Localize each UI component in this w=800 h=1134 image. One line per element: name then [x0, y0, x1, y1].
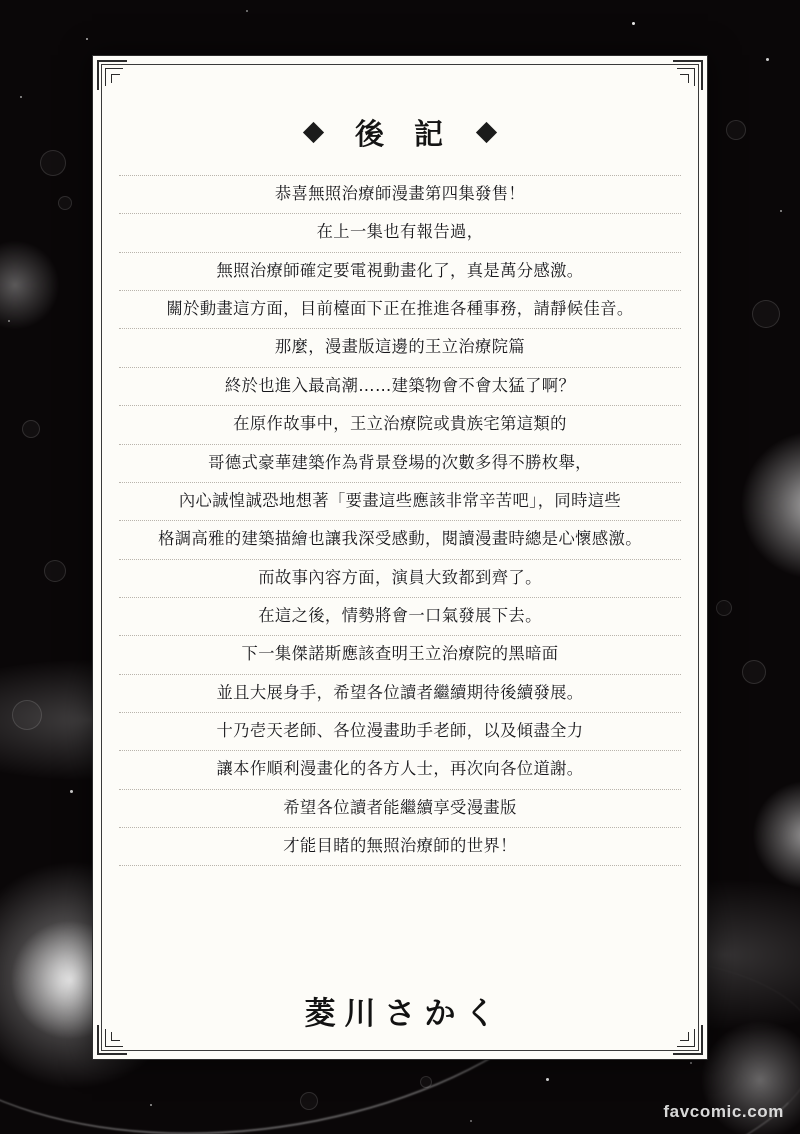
text-line: 希望各位讀者能繼續享受漫畫版: [119, 789, 681, 827]
text-line: 在這之後，情勢將會一口氣發展下去。: [119, 597, 681, 635]
text-line: 在原作故事中，王立治療院或貴族宅第這類的: [119, 405, 681, 443]
text-line: 下一集傑諾斯應該查明王立治療院的黑暗面: [119, 635, 681, 673]
text-line: 讓本作順利漫畫化的各方人士，再次向各位道謝。: [119, 750, 681, 788]
text-line: 那麼，漫畫版這邊的王立治療院篇: [119, 328, 681, 366]
author-signature: 菱川さかく: [304, 996, 505, 1032]
text-line: 格調高雅的建築描繪也讓我深受感動，閱讀漫畫時總是心懷感激。: [119, 520, 681, 558]
text-line: 無照治療師確定要電視動畫化了，真是萬分感激。: [119, 252, 681, 290]
text-line: 關於動畫這方面，目前檯面下正在推進各種事務，請靜候佳音。: [119, 290, 681, 328]
text-line: 內心誠惶誠恐地想著「要畫這些應該非常辛苦吧」，同時這些: [119, 482, 681, 520]
text-line: 哥德式豪華建築作為背景登場的次數多得不勝枚舉，: [119, 444, 681, 482]
afterword-title-row: [119, 112, 681, 153]
diamond-icon: [476, 122, 497, 143]
afterword-card: [92, 55, 708, 1060]
card-content: [119, 82, 681, 1033]
afterword-body: [119, 175, 681, 972]
text-line: 而故事內容方面，演員大致都到齊了。: [119, 559, 681, 597]
site-watermark: favcomic.com: [663, 1102, 784, 1121]
text-line: 恭喜無照治療師漫畫第四集發售！: [119, 175, 681, 213]
diamond-icon: [303, 122, 324, 143]
text-line: 並且大展身手，希望各位讀者繼續期待後續發展。: [119, 674, 681, 712]
text-line: 終於也進入最高潮……建築物會不會太猛了啊？: [119, 367, 681, 405]
page-title: 後 記: [354, 117, 454, 151]
text-line: 才能目睹的無照治療師的世界！: [119, 827, 681, 866]
text-line: 在上一集也有報告過，: [119, 213, 681, 251]
text-line: 十乃壱天老師、各位漫畫助手老師，以及傾盡全力: [119, 712, 681, 750]
